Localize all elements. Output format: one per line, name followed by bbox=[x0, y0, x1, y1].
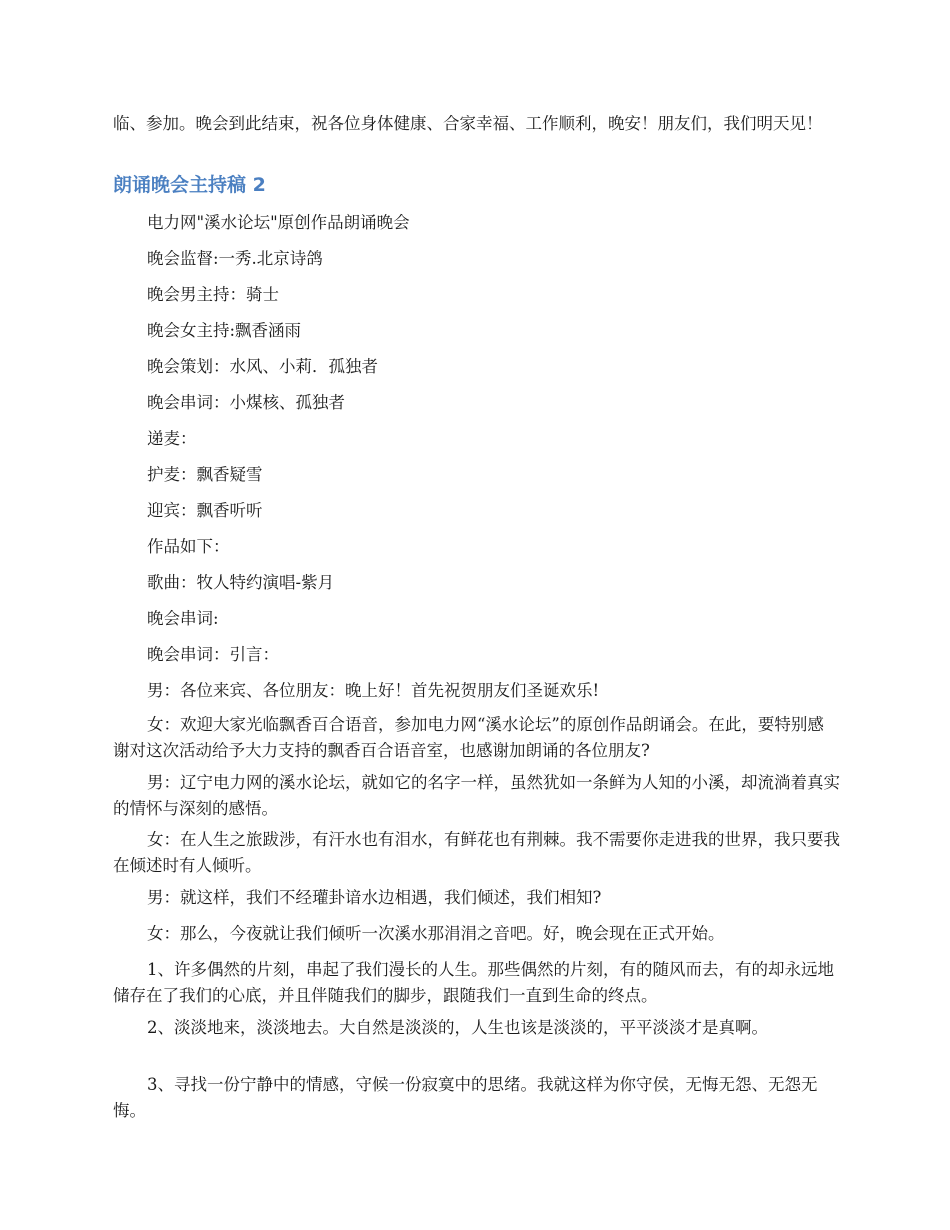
body-paragraph: 女：那么，今夜就让我们倾听一次溪水那涓涓之音吧。好，晚会现在正式开始。 bbox=[147, 924, 725, 943]
body-paragraph: 男：就这样，我们不经瓘卦谙水边相遇，我们倾述，我们相知? bbox=[147, 888, 602, 907]
credit-line: 晚会策划：水风、小莉．孤独者 bbox=[147, 357, 378, 376]
credit-line: 迎宾：飘香听听 bbox=[147, 501, 263, 520]
section-heading: 朗诵晚会主持稿 2 bbox=[113, 174, 266, 196]
credit-line: 晚会男主持：骑士 bbox=[147, 285, 279, 304]
credit-line: 递麦： bbox=[147, 429, 197, 448]
body-paragraph: 1、许多偶然的片刻，串起了我们漫长的人生。那些偶然的片刻，有的随风而去，有的却永远地储存在了我们的心底，并且伴随我们的脚步，跟随我们一直到生命的终点。 bbox=[113, 960, 834, 1005]
credit-line: 晚会串词：小煤核、孤独者 bbox=[147, 393, 345, 412]
body-paragraph: 2、淡淡地来，淡淡地去。大自然是淡淡的，人生也该是淡淡的，平平淡淡才是真啊。 bbox=[147, 1018, 768, 1037]
credit-line: 晚会串词：引言： bbox=[147, 645, 279, 664]
credit-line: 护麦：飘香疑雪 bbox=[147, 465, 263, 484]
body-paragraph: 女：欢迎大家光临飘香百合语音，参加电力网“溪水论坛”的原创作品朗诵会。在此，要特别感谢对这次活动给予大力支持的飘香百合语音室，也感谢加朗诵的各位朋友? bbox=[113, 715, 824, 760]
credit-line: 电力网"溪水论坛"原创作品朗诵晚会 bbox=[147, 213, 410, 232]
credit-line: 晚会监督:一秀.北京诗鸽 bbox=[147, 249, 323, 268]
body-paragraph: 女：在人生之旅跋涉，有汗水也有泪水，有鲜花也有荆棘。我不需要你走进我的世界，我只要我在倾述时有人倾听。 bbox=[113, 830, 840, 875]
credit-line: 歌曲：牧人特约演唱-紫月 bbox=[147, 573, 335, 592]
credit-line: 晚会串词: bbox=[147, 609, 219, 628]
credit-line: 男：各位来宾、各位朋友：晚上好！首先祝贺朋友们圣诞欢乐! bbox=[147, 681, 600, 700]
credit-line: 作品如下： bbox=[147, 537, 230, 556]
body-paragraph: 3、寻找一份宁静中的情感，守候一份寂寞中的思绪。我就这样为你守侯，无悔无怨、无怨无悔。 bbox=[113, 1075, 818, 1120]
intro-paragraph: 临、参加。晚会到此结束，祝各位身体健康、合家幸福、工作顺利，晚安！朋友们，我们明天见！ bbox=[113, 114, 823, 133]
credit-line: 晚会女主持:飘香涵雨 bbox=[147, 321, 302, 340]
body-paragraph: 男：辽宁电力网的溪水论坛，就如它的名字一样，虽然犹如一条鲜为人知的小溪，却流淌着真实的情怀与深刻的感悟。 bbox=[113, 773, 840, 818]
